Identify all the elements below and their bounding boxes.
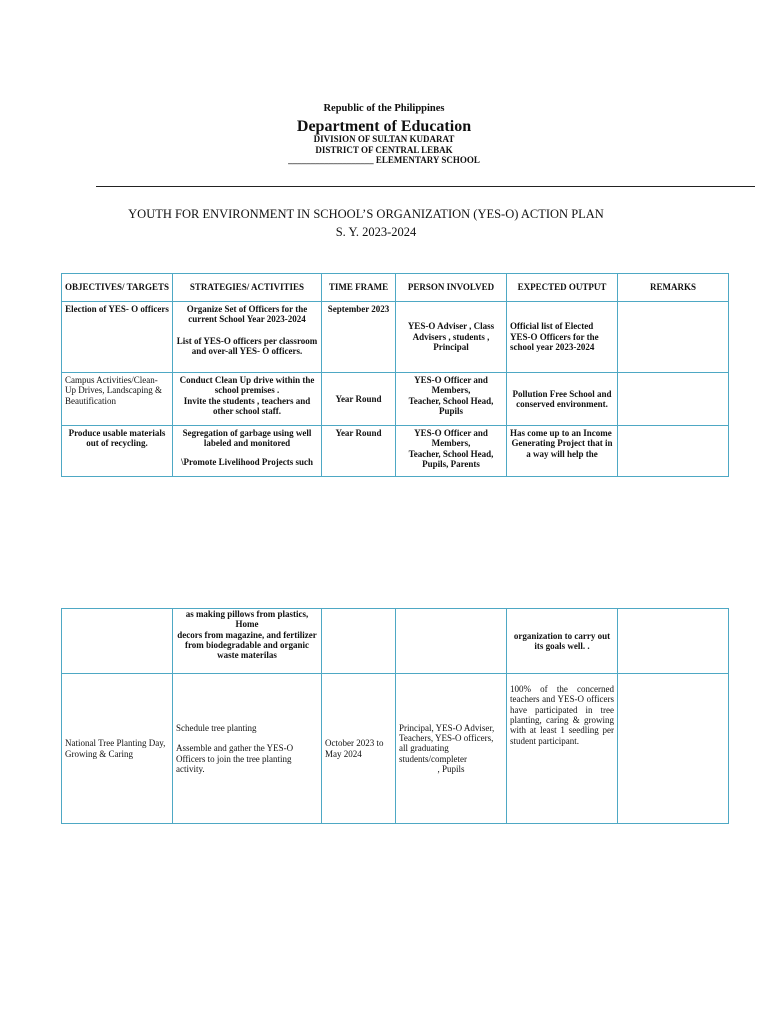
- strategy-line: List of YES-O officers per classroom and over-all YES- O officers.: [176, 335, 318, 357]
- time-frame-cell: September 2023: [322, 302, 396, 373]
- person-involved-cell: [396, 609, 507, 674]
- time-frame-cell: Year Round: [322, 426, 396, 477]
- republic-heading: Republic of the Philippines: [323, 103, 445, 114]
- strategy-line: decors from magazine, and fertilizer from biodegradable and organic: [177, 629, 317, 651]
- strategy-cell: [173, 426, 322, 477]
- table-row: [62, 373, 729, 426]
- person-involved-cell: [396, 674, 507, 824]
- time-frame-cell: October 2023 to May 2024: [322, 674, 396, 824]
- strategy-line: Organize Set of Officers for the current School Year 2023-2024: [186, 304, 308, 325]
- strategy-line: Segregation of garbage using well labeled and monitored: [182, 428, 312, 449]
- column-header: PERSON INVOLVED: [396, 274, 507, 302]
- table-header-row: [62, 274, 729, 302]
- remarks-cell: [618, 609, 729, 674]
- table-row: [62, 609, 729, 674]
- action-plan-table-continued: [61, 608, 729, 824]
- output-line: Generating Project that in a way will help the: [511, 438, 613, 459]
- objective-cell: [62, 609, 173, 674]
- column-header: TIME FRAME: [322, 274, 396, 302]
- column-header: EXPECTED OUTPUT: [507, 274, 618, 302]
- person-line: , Pupils: [437, 764, 465, 775]
- plan-title: YOUTH FOR ENVIRONMENT IN SCHOOL’S ORGANIZATION (YES-O) ACTION PLAN: [128, 207, 604, 221]
- objective-cell: Produce usable materials out of recycling.: [62, 426, 173, 477]
- school-heading: ___________________ ELEMENTARY SCHOOL: [288, 155, 480, 165]
- person-line: YES-O Officer and Members,: [414, 428, 488, 449]
- strategy-cell: [173, 302, 322, 373]
- strategy-cell: [173, 674, 322, 824]
- expected-output-cell: Official list of Elected YES-O Officers for the school year 2023-2024: [507, 302, 618, 373]
- person-line: Teacher, School Head, Pupils: [408, 395, 494, 417]
- expected-output-cell: 100% of the concerned teachers and YES-O officers have participated in tree planting, caring & growing with at least 1 seedling per student participant.: [507, 674, 618, 824]
- person-involved-cell: YES-O Adviser , Class Advisers , students , Principal: [396, 302, 507, 373]
- strategy-line: \Promote Livelihood Projects such: [181, 456, 313, 467]
- expected-output-cell: organization to carry out its goals well. .: [507, 609, 618, 674]
- district-heading: DISTRICT OF CENTRAL LEBAK: [315, 145, 453, 155]
- header-divider: [96, 186, 755, 187]
- strategy-cell: [173, 609, 322, 674]
- table-row: [62, 426, 729, 477]
- remarks-cell: [618, 426, 729, 477]
- person-involved-cell: [396, 426, 507, 477]
- strategy-line: waste materilas: [217, 650, 277, 661]
- remarks-cell: [618, 373, 729, 426]
- expected-output-cell: [507, 426, 618, 477]
- department-heading: Department of Education: [296, 118, 472, 135]
- column-header: REMARKS: [618, 274, 729, 302]
- column-header: STRATEGIES/ ACTIVITIES: [173, 274, 322, 302]
- column-header: OBJECTIVES/ TARGETS: [62, 274, 173, 302]
- person-involved-cell: [396, 373, 507, 426]
- objective-line: National Tree Planting Day,: [65, 738, 166, 749]
- strategy-cell: [173, 373, 322, 426]
- objective-cell: Campus Activities/Clean- Up Drives, Landscaping & Beautification: [62, 373, 173, 426]
- remarks-cell: [618, 302, 729, 373]
- strategy-line: Invite the students , teachers and other school staff.: [183, 395, 311, 417]
- strategy-line: as making pillows from plastics, Home: [185, 609, 309, 630]
- time-frame-cell: [322, 609, 396, 674]
- person-line: YES-O Officer and Members,: [414, 375, 488, 396]
- action-plan-table: [61, 273, 729, 477]
- objective-cell: Election of YES- O officers: [62, 302, 173, 373]
- output-line: Has come up to an Income: [510, 428, 612, 438]
- remarks-cell: [618, 674, 729, 824]
- objective-line: Growing & Caring: [65, 748, 133, 759]
- table-row: [62, 302, 729, 373]
- person-line: Teacher, School Head, Pupils, Parents: [408, 448, 494, 470]
- strategy-line: Schedule tree planting: [176, 722, 257, 733]
- strategy-line: Assemble and gather the YES-O Officers to join the tree planting activity.: [176, 743, 294, 774]
- time-frame-cell: Year Round: [322, 373, 396, 426]
- table-row: [62, 674, 729, 824]
- plan-school-year: S. Y. 2023-2024: [335, 225, 417, 239]
- expected-output-cell: Pollution Free School and conserved environment.: [507, 373, 618, 426]
- strategy-line: Conduct Clean Up drive within the school premises .: [179, 375, 315, 396]
- person-line: Principal, YES-O Adviser, Teachers, YES-O officers, all graduating students/completer: [399, 722, 495, 764]
- division-heading: DIVISION OF SULTAN KUDARAT: [313, 134, 455, 144]
- objective-cell: [62, 674, 173, 824]
